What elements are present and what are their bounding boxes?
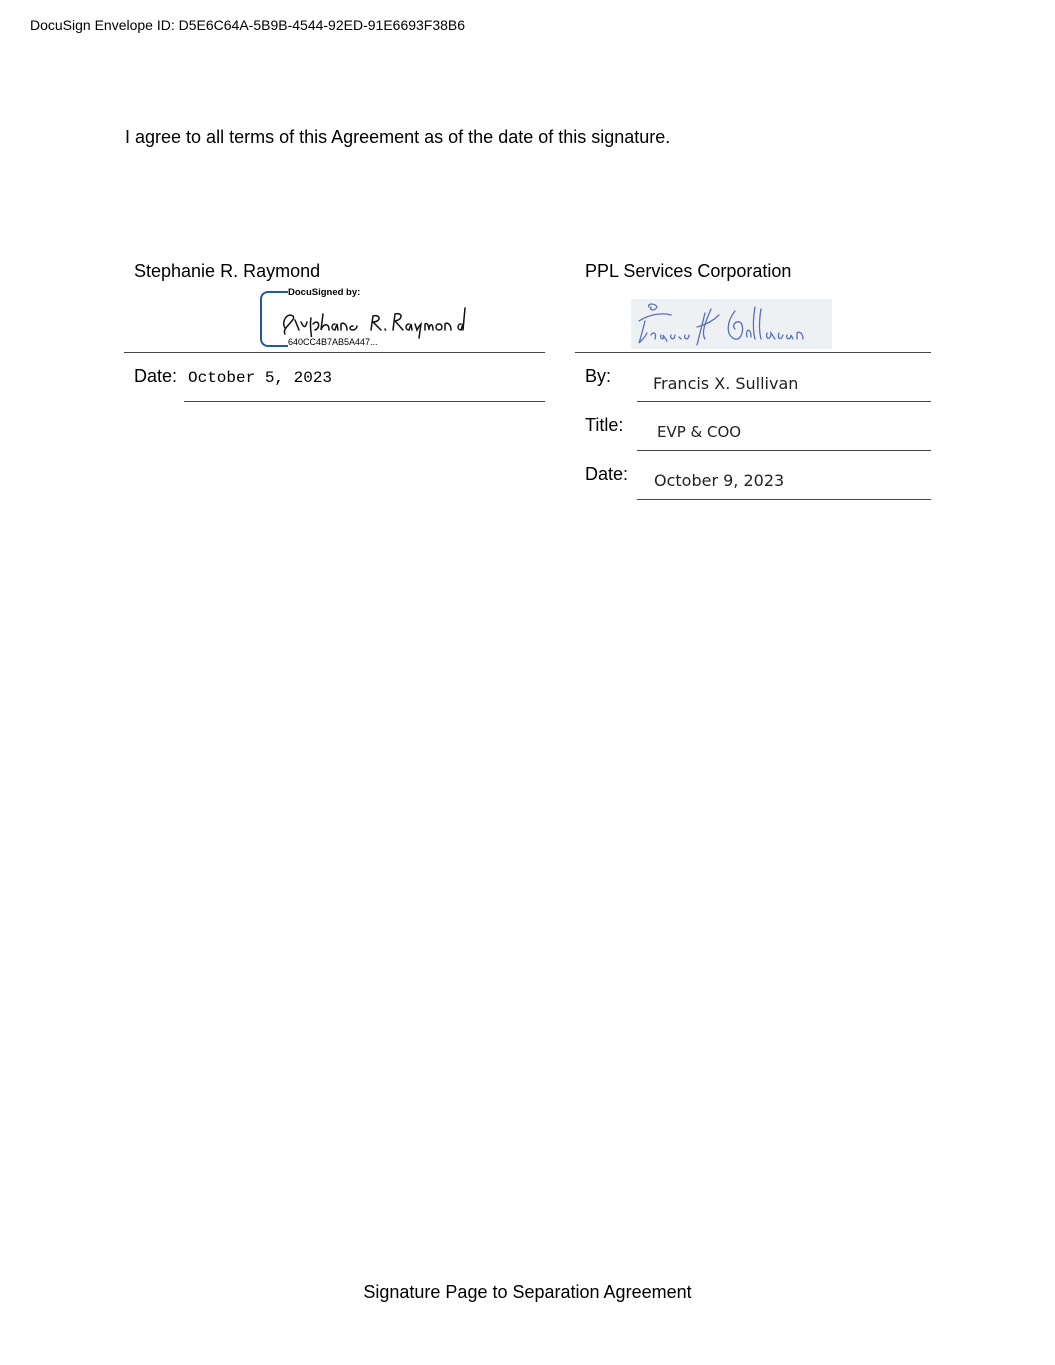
- company-date-label: Date:: [585, 464, 629, 484]
- company-date-line: [637, 499, 931, 500]
- employee-date-line: [184, 401, 545, 402]
- by-line: [637, 401, 931, 402]
- title-value: EVP & COO: [657, 423, 742, 441]
- by-label: By:: [585, 366, 612, 386]
- company-signature-line: [575, 352, 931, 353]
- page-footer-caption: Signature Page to Separation Agreement: [363, 1282, 692, 1302]
- company-date-value: October 9, 2023: [654, 471, 785, 490]
- docusign-envelope-hash: 640CC4B7AB5A447...: [288, 337, 378, 347]
- employee-date-label: Date:: [134, 366, 178, 386]
- employee-name: Stephanie R. Raymond: [134, 261, 321, 281]
- employee-signature: [277, 300, 477, 340]
- title-label: Title:: [585, 415, 624, 435]
- title-line: [637, 450, 931, 451]
- company-name: PPL Services Corporation: [585, 261, 792, 281]
- envelope-id: DocuSign Envelope ID: D5E6C64A-5B9B-4544-92ED-91E6693F38B6: [30, 17, 466, 33]
- employee-signature-line: [124, 352, 545, 353]
- company-signature: [631, 299, 832, 349]
- agreement-statement: I agree to all terms of this Agreement as of the date of this signature.: [125, 127, 671, 147]
- employee-date-value: October 5, 2023: [188, 369, 333, 387]
- by-value: Francis X. Sullivan: [653, 374, 799, 393]
- docusign-label: DocuSigned by:: [288, 287, 361, 298]
